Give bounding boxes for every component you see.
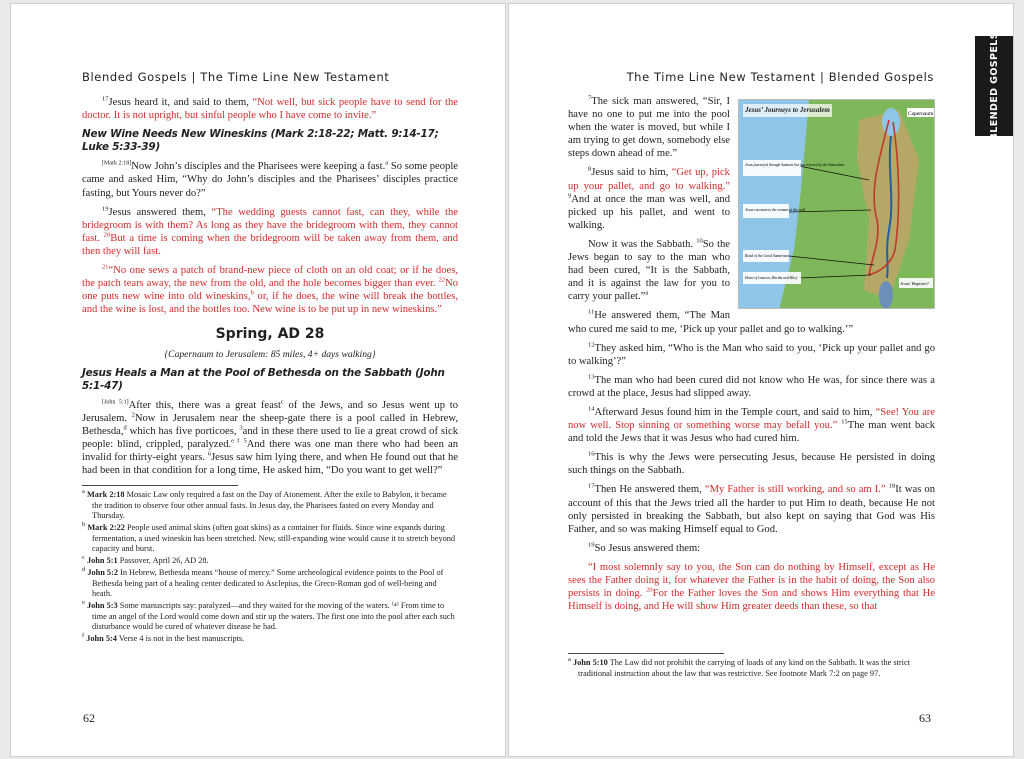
footnotes — [82, 490, 458, 644]
section-heading: Jesus Heals a Man at the Pool of Bethesda on the Sabbath (John 5:1-47) — [82, 366, 445, 392]
page-body — [82, 96, 458, 647]
footnote-rule — [568, 653, 724, 654]
footnote: $^a$ John 5:10 The Law did not prohibit the carrying of loads of any kind on the Sabbath. It was the strict traditional instruction about the law that was restrictive. See footnote Mark 7:2 on page 97. — [568, 656, 910, 678]
verse-paragraph: $^{21}$“No one sews a patch of brand-new piece of cloth on an old coat; or if he does, the patch tears away, the new from the old, and the hole becomes bigger than ever. $^{22}$No one puts new wine into old wineskins,$^b$ or, if he does, the wine will break the bottles, and the wine is lost, and the bottles too. New wine is to be put up in new wineskins.” — [82, 263, 458, 316]
page-number: 63 — [919, 711, 931, 725]
verse-paragraph: $^{12}$They asked him, “Who is the Man who said to you, ‘Pick up your pallet and go to walking’?” — [568, 341, 935, 367]
verse-paragraph: $^{16}$This is why the Jews were persecuting Jesus, because He persisted in doing such things on the Sabbath. — [568, 450, 935, 477]
section-heading: New Wine Needs New Wineskins (Mark 2:18-22; Matt. 9:14-17; Luke 5:33-39) — [82, 128, 439, 154]
verse-paragraph: $^{11}$He answered them, “The Man who cured me said to me, ‘Pick up your pallet and go to walking.’” — [568, 308, 854, 335]
verse-paragraph: “I most solemnly say to you, the Son can do nothing by Himself, except as He sees the Father doing it, for whatever the Father is in the habit of doing, the Son also persists in doing. $^{20}$For the Father loves the Son and shows Him everything that He Himself is doing, and He will show Him greater deeds than these, so that — [568, 561, 935, 613]
season-heading: Spring, AD 28 — [215, 326, 325, 343]
verse-paragraph: Now it was the Sabbath. $^{10}$So the Jews began to say to the man who had been cured, “It is the Sabbath, and it is against the law for you to carry your pallet.”$^a$ — [568, 237, 730, 303]
left-page — [10, 3, 506, 757]
footnote: $^a$ Mark 2:18 Mosaic Law only required a fast on the Day of Atonement. After the exile to Babylon, it became the tradition to observe four other annual fasts. In Jesus day, the Pharisees fasted on every Monday and Thursday. — [82, 488, 447, 520]
footnote: $^e$ John 5:3 Some manuscripts say: paralyzed—and they waited for the moving of the waters. ⁽⁴⁾ From time to time an angel of the Lord would come down and stir up the waters. The first one into the pool after each such disturbance would be cured of whatever disease he had. — [82, 599, 455, 631]
map-graphic — [739, 100, 935, 309]
page-body — [568, 95, 935, 681]
right-page — [508, 3, 1014, 757]
footnote: $^f$ John 5:4 Verse 4 is not in the best manuscripts. — [82, 632, 245, 644]
map-label: Road of the Good Samaritan — [745, 254, 789, 258]
map-label: Capernaum — [908, 111, 934, 117]
footnote: $^b$ Mark 2:22 People used animal skins (often goat skins) as a container for fluids. Since wine expands during fermentation, a used wineskin has been stretched. New, still-expanding wine would cause it to stretch beyond capacity and burst. — [82, 521, 456, 553]
map-label: Jesus’ Baptism? — [900, 281, 929, 286]
footnote: $^c$ John 5:1 Passover, April 26, AD 28. — [82, 554, 209, 566]
footnote-rule — [82, 485, 238, 486]
page-number: 62 — [83, 711, 95, 725]
sea-of-galilee — [882, 108, 900, 136]
journey-map — [738, 99, 935, 309]
map-label: Jesus journeyed through Samaria but was rejected by the Samaritans — [745, 163, 845, 167]
map-title: Jesus’ Journeys to Jerusalem — [743, 104, 832, 117]
verse-paragraph: $^{17}$Jesus heard it, and said to them, “Not well, but sick people have to send for the doctor. It is not upright, but sinful people who I have come to invite.” — [82, 95, 459, 122]
map-label: Jesus encounters the woman at the well — [745, 208, 806, 212]
running-header: The Time Line New Testament | Blended Gospels — [626, 70, 934, 84]
verse-paragraph: [John 5:1]After this, there was a great feast$^c$ of the Jews, and so Jesus went up to Jerusalem. $^2$Now in Jerusalem near the sheep-gate there is a pool called in Hebrew, Bethesda,$^d$ which has five porticoes, $^3$and in these there used to lie a great crowd of sick people: blind, crippled, paralyzed.$^{e f}$ $^5$And there was one man there who had been an invalid for thirty-eight years. $^6$Jesus saw him lying there, and when He found out that he had been in that condition for a long time, He asked him, “Do you want to get well?” — [82, 398, 459, 477]
running-header: Blended Gospels | The Time Line New Testament — [82, 70, 390, 84]
verse-paragraph: $^{19}$Jesus answered them, “The wedding guests cannot fast, can they, while the bridegroom is with them? As long as they have the bridegroom with them, they cannot fast. $^{20}$But a time is coming when the bridegroom will be taken away from them, and then they will fast. — [82, 205, 458, 257]
verse-paragraph: $^{17}$Then He answered them, “My Father is still working, and so am I.” $^{18}$It was on account of this that the Jews tried all the harder to put Him to death, because He not only persisted in breaking the Sabbath, but also kept on saying that God was His Father, and so was making Himself equal to God. — [568, 482, 936, 535]
footnotes — [568, 658, 935, 679]
season-subtitle: {Capernaum to Jerusalem: 85 miles, 4+ days walking} — [164, 348, 376, 360]
verse-paragraph: $^8$Jesus said to him, “Get up, pick up your pallet, and go to walking.” $^9$And at once the man was well, and picked up his pallet, and went to walking. — [568, 165, 730, 231]
verse-paragraph: $^7$The sick man answered, “Sir, I have no one to put me into the pool when the water is moved, but while I am trying to get down, somebody else steps down ahead of me.” — [568, 94, 730, 160]
verse-paragraph: $^{14}$Afterward Jesus found him in the Temple court, and said to him, “See! You are now well. Stop sinning or something worse may befall you.” $^{15}$The man went back and told the Jews that it was Jesus who had cured him. — [568, 405, 936, 445]
dead-sea — [879, 281, 893, 309]
map-label: Home of Lazarus, Martha and Mary — [745, 276, 798, 280]
chapter-tab: BLENDED GOSPELS — [975, 36, 1013, 136]
verse-paragraph: $^{13}$The man who had been cured did not know who He was, for since there was a crowd at the place, Jesus had slipped away. — [568, 373, 935, 399]
footnote: $^d$ John 5:2 In Hebrew, Bethesda means “house of mercy.” Some archeological evidence points to the Pool of Bethesda being part of a healing center dedicated to Asclepius, the Greco-Roman god of well-being and heath. — [82, 566, 444, 599]
verse-paragraph: [Mark 2:18]Now John’s disciples and the Pharisees were keeping a fast.$^a$ So some people came and asked Him, “Why do John’s disciples and the Pharisees’ disciples practice fasting, but Yours never do?” — [82, 159, 458, 199]
verse-paragraph: $^{19}$So Jesus answered them: — [588, 541, 701, 554]
